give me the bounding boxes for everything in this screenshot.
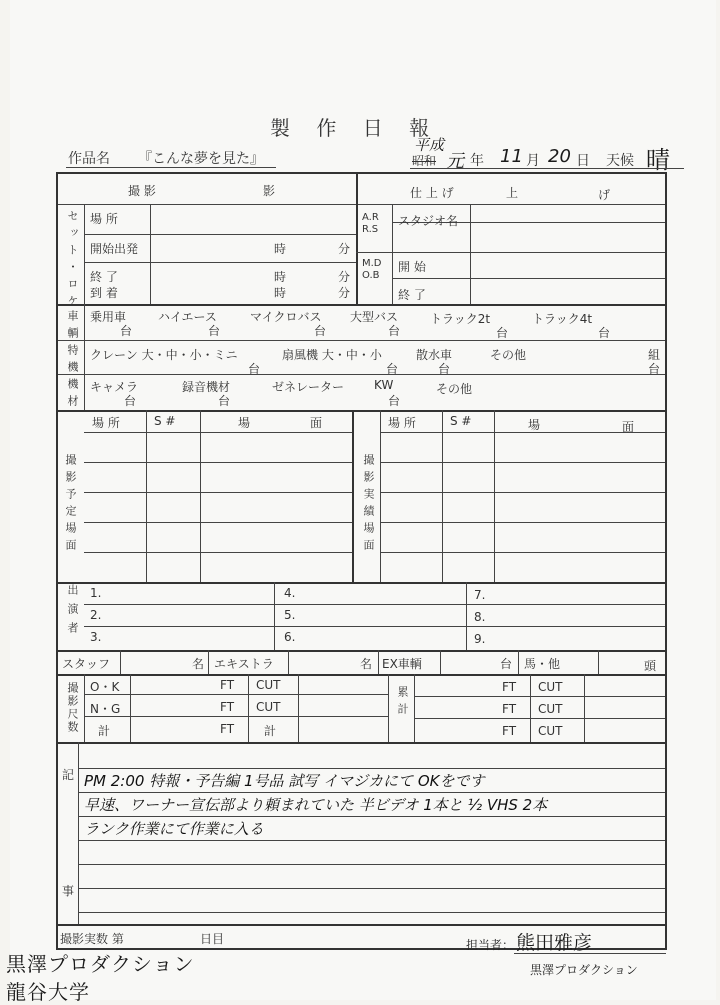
start-label: 開 始 [398,260,426,274]
day-value: 20 [548,146,571,167]
vehicle-microbus: マイクロバス [250,310,322,324]
staff-label: スタッフ [62,657,111,671]
ar-rs-label: A.R R.S [362,212,379,235]
era-written: 平成 [414,136,445,154]
note-line-3: ランク作業にて作業に入る [84,820,264,838]
set-location-label: セット・ロケ [66,210,79,312]
page-title: 製 作 日 報 [270,116,440,140]
cumulative-label: 累計 [396,686,409,720]
extra-label: エキストラ [214,657,274,671]
actual-scenes-label: 撮影実績場面 [362,454,375,556]
weather-label: 天候 [606,153,634,169]
signature-underline [514,953,666,954]
vehicle-bus: 大型バス [350,310,399,324]
special-crane: クレーン 大・中・小・ミニ [90,348,238,362]
company-name: 黒澤プロダクション [530,963,638,977]
equip-camera: キャメラ [90,380,139,394]
year-label: 年 [470,153,484,169]
vehicle-hiace: ハイエース [158,310,217,324]
person-label: 担当者： [466,938,515,952]
date-underline [410,168,684,169]
end-label: 終 了 [90,270,118,284]
footage-label: 撮影尺数 [66,682,79,734]
notes-label-bottom: 事 [62,884,75,898]
special-other: その他 [490,348,527,362]
horse-label: 馬・他 [524,657,561,671]
special-label: 特機 [66,344,79,378]
watermark-line-2: 龍谷大学 [6,980,90,1004]
finishing-header: 仕 上 げ [410,186,454,200]
md-ob-label: M.D O.B [362,258,382,281]
ex-vehicle-label: EX車輌 [382,657,422,671]
year-value: 元 [446,151,464,172]
note-line-1: PM 2:00 特報・予告編 1号品 試写 イマジカにて OKをです [84,772,485,790]
watermark-line-1: 黒澤プロダクション [6,952,195,976]
month-label: 月 [526,153,540,169]
equip-other: その他 [436,382,473,396]
finish-label: 終 了 [398,288,426,302]
month-value: 11 [500,146,523,167]
arrival-label: 到 着 [90,286,118,300]
vehicles-label: 車輌 [66,310,79,344]
equip-generator: ゼネレーター [272,380,345,394]
person-signature: 熊田雅彦 [516,932,593,954]
work-name-label: 作品名 [68,151,110,167]
special-fan: 扇風機 大・中・小 [282,348,382,362]
work-name-underline [66,167,276,168]
note-line-2: 早速、ワーナー宣伝部より頼まれていた 半ビデオ 1本と ½ VHS 2本 [84,796,548,814]
equipment-label: 機材 [66,378,79,412]
era-printed: 昭和 [412,154,437,168]
equip-kw: KW [374,378,394,392]
cast-label: 出演者 [66,584,79,641]
weather-value: 晴 [646,146,670,174]
vehicle-truck2: トラック2t [430,312,491,326]
day-label: 日 [576,153,590,169]
vehicle-truck4: トラック4t [532,312,593,326]
work-name: 『こんな夢を見た』 [138,151,264,167]
departure-label: 開始出発 [90,242,139,256]
notes-label-top: 記 [62,768,75,782]
vehicle-car: 乗用車 [90,310,127,324]
shooting-header: 撮 影 [128,184,156,198]
equip-recorder: 録音機材 [182,380,231,394]
planned-scenes-label: 撮影予定場面 [64,454,77,556]
days-label: 撮影実数 第 [60,932,124,946]
special-water: 散水車 [416,348,453,362]
place-label: 場 所 [90,212,118,226]
report-form: 撮 影 影 仕 上 げ 上 げ セット・ロケ 場 所 開始出発 時 分 終 了 到 着 時 分 時 分 A.R R.S M.D O.B スタジオ名 開 始 終 了 車輌 乗用車 ハイエース マイクロバス 大型バス トラック2t トラック4t 台 台 台 台 台 台 特機 クレーン 大・中・小・ミニ 扇風機 大・中・小 散水車 その他 台 台 台 組 台 機材 キャメラ 録音機材 ゼネレーター KW その他 台 台 台 撮影予定場面 撮影実績場面 場 所 S # 場 面 場 所 S # 場 面 出演者 1. 2. 3. 4. 5. 6. 7. 8. 9. スタッフ 名 エキストラ 名 EX車輌 台 馬・他 頭 撮影尺数 O・K N・G 計 FT CUT FT CUT FT 計 累計 FT CUT FT CUT FT CUT 記 事 PM 2:00 特報・予告編 1号品 試写 イマジカにて OKをです 早速、ワーナー宣伝部より頼まれていた 半ビデオ 1本と ½ VHS 2本 ランク作業にて作業に入る 撮影実数 第 日目 [56,172,667,950]
studio-label: スタジオ名 [398,214,459,228]
